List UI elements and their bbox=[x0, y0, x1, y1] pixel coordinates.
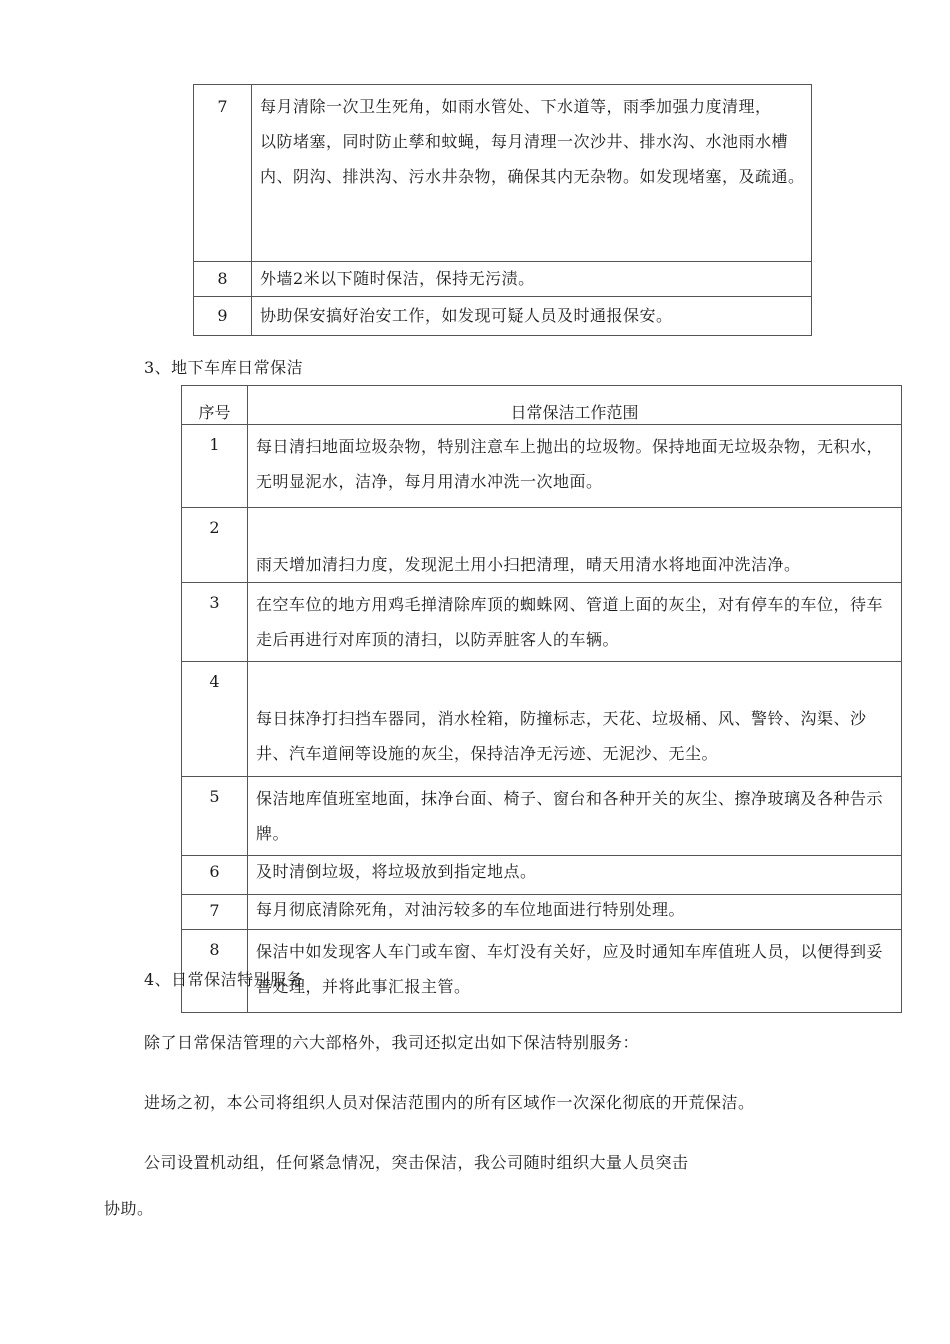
row-description-line: 每月清除一次卫生死角，如雨水管处、下水道等，雨季加强力度清理， bbox=[260, 97, 772, 116]
table-row bbox=[182, 662, 902, 777]
row-description bbox=[252, 85, 812, 262]
row-description: 每日清扫地面垃圾杂物，特别注意车上抛出的垃圾物。保持地面无垃圾杂物，无积水，无明显泥水，洁净，每月用清水冲洗一次地面。 bbox=[248, 425, 902, 508]
paragraph: 除了日常保洁管理的六大部格外，我司还拟定出如下保洁特别服务： bbox=[144, 1033, 640, 1052]
row-description: 外墙2米以下随时保洁，保持无污渍。 bbox=[252, 262, 812, 297]
table-row bbox=[182, 425, 902, 508]
column-header-scope: 日常保洁工作范围 bbox=[248, 386, 902, 425]
row-number: 6 bbox=[182, 856, 248, 895]
table-row bbox=[194, 85, 812, 262]
table-header-row bbox=[182, 386, 902, 425]
row-description: 协助保安搞好治安工作，如发现可疑人员及时通报保安。 bbox=[252, 297, 812, 336]
table-row bbox=[194, 262, 812, 297]
cleaning-tasks-table-continued bbox=[193, 84, 812, 336]
row-description: 在空车位的地方用鸡毛掸清除库顶的蜘蛛网、管道上面的灰尘，对有停车的车位，待车走后再进行对库顶的清扫，以防弄脏客人的车辆。 bbox=[248, 583, 902, 662]
row-number: 7 bbox=[194, 85, 252, 262]
row-number: 5 bbox=[182, 777, 248, 856]
row-description: 雨天增加清扫力度，发现泥土用小扫把清理，晴天用清水将地面冲洗洁净。 bbox=[248, 508, 902, 583]
table-row bbox=[194, 297, 812, 336]
garage-cleaning-table bbox=[181, 385, 902, 1013]
row-number: 3 bbox=[182, 583, 248, 662]
row-description: 保洁地库值班室地面，抹净台面、椅子、窗台和各种开关的灰尘、擦净玻璃及各种告示牌。 bbox=[248, 777, 902, 856]
table-row bbox=[182, 583, 902, 662]
section-heading-special-services: 4、日常保洁特别服务 bbox=[144, 970, 304, 989]
row-description: 保洁中如发现客人车门或车窗、车灯没有关好，应及时通知车库值班人员，以便得到妥善处理，并将此事汇报主管。 bbox=[248, 930, 902, 1013]
paragraph: 进场之初，本公司将组织人员对保洁范围内的所有区域作一次深化彻底的开荒保洁。 bbox=[144, 1093, 755, 1112]
row-description: 每日抹净打扫挡车器同，消水栓箱，防撞标志，天花、垃圾桶、风、警铃、沟渠、沙井、汽车道闸等设施的灰尘，保持洁净无污迹、无泥沙、无尘。 bbox=[248, 662, 902, 777]
row-number: 8 bbox=[194, 262, 252, 297]
row-number: 9 bbox=[194, 297, 252, 336]
row-description-line: 以防堵塞，同时防止孳和蚊蝇，每月清理一次沙井、排水沟、水池雨水槽内、阴沟、排洪沟、污水井杂物，确保其内无杂物。如发现堵塞，及疏通。 bbox=[260, 132, 805, 186]
section-heading-garage: 3、地下车库日常保洁 bbox=[144, 358, 304, 377]
column-header-number: 序号 bbox=[182, 386, 248, 425]
row-description: 每月彻底清除死角，对油污较多的车位地面进行特别处理。 bbox=[248, 895, 902, 930]
row-number: 1 bbox=[182, 425, 248, 508]
paragraph: 协助。 bbox=[104, 1199, 154, 1218]
table-row bbox=[182, 508, 902, 583]
row-description: 及时清倒垃圾，将垃圾放到指定地点。 bbox=[248, 856, 902, 895]
row-number: 4 bbox=[182, 662, 248, 777]
row-number: 7 bbox=[182, 895, 248, 930]
paragraph: 公司设置机动组，任何紧急情况，突击保洁，我公司随时组织大量人员突击 bbox=[144, 1153, 689, 1172]
table-row bbox=[182, 777, 902, 856]
table-row bbox=[182, 856, 902, 895]
row-number: 8 bbox=[182, 930, 248, 1013]
row-number: 2 bbox=[182, 508, 248, 583]
table-row bbox=[182, 895, 902, 930]
